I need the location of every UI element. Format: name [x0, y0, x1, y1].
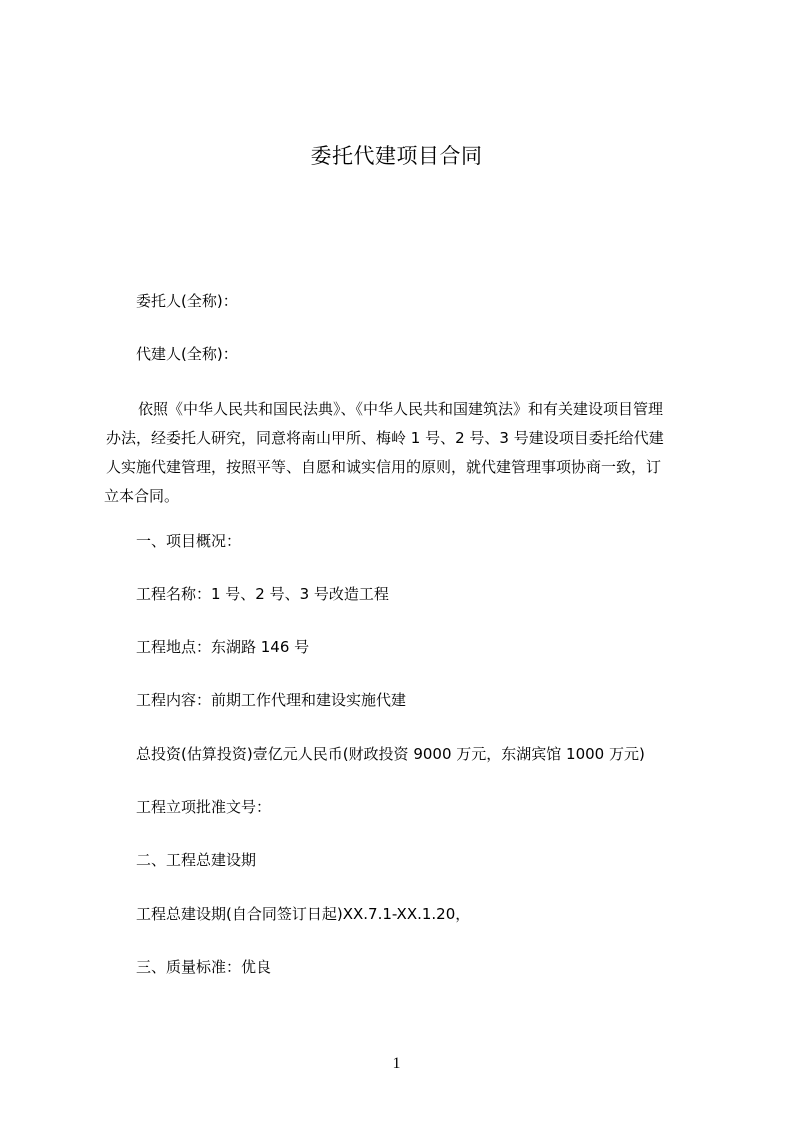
intro-line: 立本合同。: [104, 487, 180, 505]
section-3-heading: 三、质量标准：优良: [136, 958, 272, 976]
total-investment: 总投资(估算投资)壹亿元人民币(财政投资 9000 万元，东湖宾馆 1000 万元): [136, 745, 645, 763]
intro-line: 人实施代建管理，按照平等、自愿和诚实信用的原则，就代建管理事项协商一致，订: [106, 458, 662, 476]
intro-line: 办法，经委托人研究，同意将南山甲所、梅岭 1 号、2 号、3 号建设项目委托给代建: [106, 429, 664, 447]
project-content: 工程内容：前期工作代理和建设实施代建: [136, 691, 407, 709]
principal-label: 委托人(全称)：: [136, 292, 238, 310]
document-title: 委托代建项目合同: [310, 144, 483, 168]
section-1-heading: 一、项目概况：: [136, 532, 242, 550]
page-number: 1: [392, 1055, 401, 1072]
intro-paragraph: [104, 395, 704, 511]
project-location: 工程地点：东湖路 146 号: [136, 638, 310, 656]
approval-number: 工程立项批准文号：: [136, 798, 272, 816]
intro-line: 依照《中华人民共和国民法典》、《中华人民共和国建筑法》和有关建设项目管理: [138, 400, 664, 418]
section-2-heading: 二、工程总建设期: [136, 851, 257, 869]
agent-label: 代建人(全称)：: [136, 345, 238, 363]
construction-period: 工程总建设期(自合同签订日起)XX.7.1-XX.1.20，: [136, 905, 471, 923]
project-name: 工程名称：1 号、2 号、3 号改造工程: [136, 585, 389, 603]
